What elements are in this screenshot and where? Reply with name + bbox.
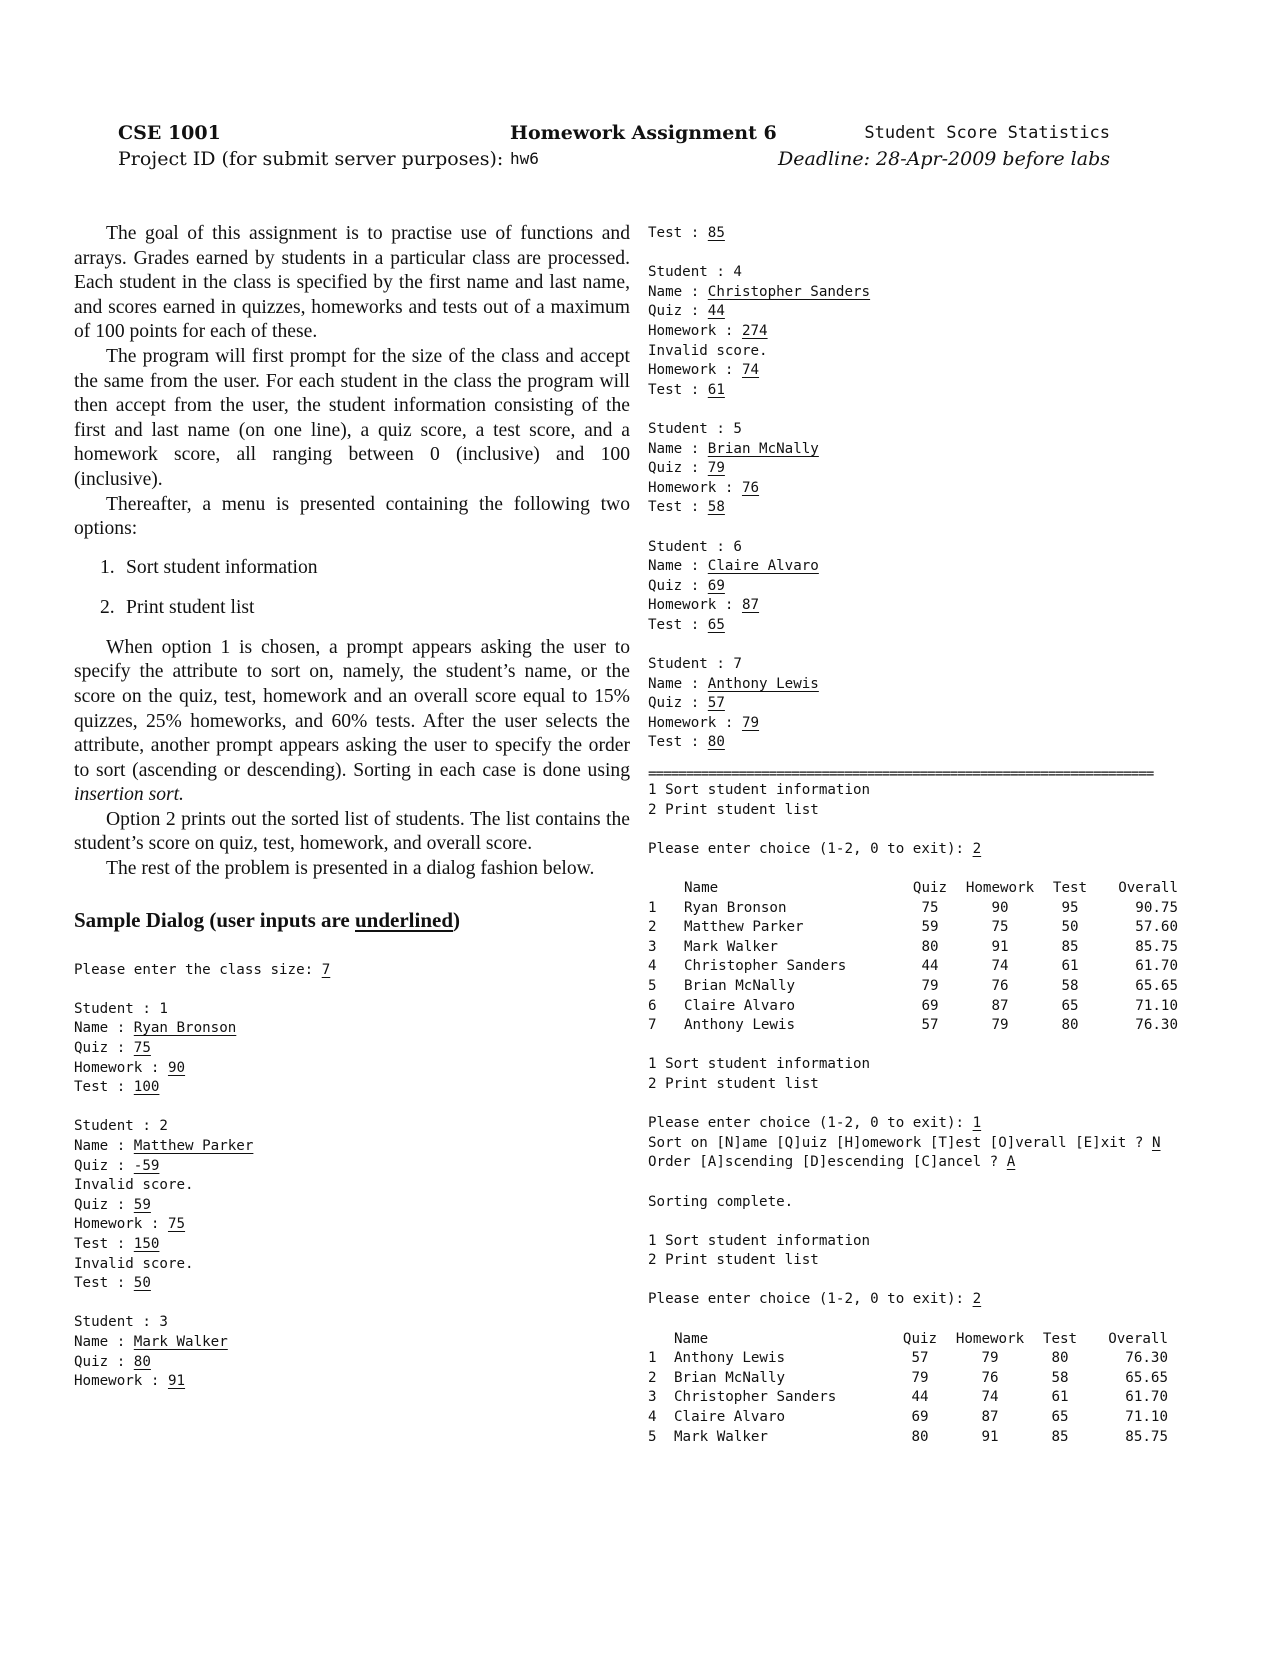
topic-title: Student Score Statistics xyxy=(864,123,1110,143)
right-column xyxy=(648,224,1248,1447)
table-row: 5 Mark Walker 80 91 85 85.75 xyxy=(648,1428,1168,1445)
sample-dialog-heading: Sample Dialog (user inputs are underlined) xyxy=(74,907,461,932)
deadline: Deadline: 28-Apr-2009 before labs xyxy=(778,148,1110,170)
table-row: 4 Christopher Sanders 44 74 61 61.70 xyxy=(648,958,1178,975)
table-row: 3 Mark Walker 80 91 85 85.75 xyxy=(648,938,1178,955)
table-row: 6 Claire Alvaro 69 87 65 71.10 xyxy=(648,997,1178,1014)
dialog-menu-1: 1 Sort student information 2 Print student list Please enter choice (1-2, 0 to exit): 2 xyxy=(648,782,982,857)
table-row: 4 Claire Alvaro 69 87 65 71.10 xyxy=(648,1409,1168,1426)
dialog-left: Please enter the class size: 7 Student : 1 Name : Ryan Bronson Quiz : 75 Homework : 90 Test : 100 Student : 2 Name : Matthew Parker Quiz : -59 Invalid score. Quiz : 59 Homework : 75 Test : 150 Invalid score. Test : 50 Student : 3 Name : Mark Walker Quiz : 80 Homework : 91 xyxy=(74,961,331,1390)
project-label: Project ID (for submit server purposes): xyxy=(118,148,504,170)
intro-paragraph-1: The goal of this assignment is to practise use of functions and arrays. Grades earned by students in a particular class are processed. Each student in the class is specified by the first name and last name, and scores earned in quizzes, homeworks and tests out of a maximum of 100 points for each of these. xyxy=(74,223,630,343)
table-row: 7 Anthony Lewis 57 79 80 76.30 xyxy=(648,1017,1178,1034)
table-row: 5 Brian McNally 79 76 58 65.65 xyxy=(648,977,1178,994)
table-row: 2 Brian McNally 79 76 58 65.65 xyxy=(648,1369,1168,1386)
table-row: 2 Matthew Parker 59 75 50 57.60 xyxy=(648,919,1178,936)
result-table-2 xyxy=(648,1330,1168,1448)
intro-paragraph-5: Option 2 prints out the sorted list of students. The list contains the student’s score on quiz, test, homework, and overall score. xyxy=(74,808,630,855)
header-middle xyxy=(510,120,777,172)
list-item: 2. Print student list xyxy=(100,596,255,618)
intro-paragraph-6: The rest of the problem is presented in a dialog fashion below. xyxy=(106,858,595,880)
project-id: hw6 xyxy=(510,149,539,168)
table-header-row: Name Quiz Homework Test Overall xyxy=(674,1330,1168,1347)
dialog-menu-2: 1 Sort student information 2 Print student list Please enter choice (1-2, 0 to exit): 1 Sort on [N]ame [Q]uiz [H]omework [T]est [O]verall [E]xit ? N Order [A]scending [D]escending [C]ancel ? A Sorting complete. 1 Sort student information 2 Print student list Please enter choice (1-2, 0 to exit): 2 xyxy=(648,1056,1161,1308)
list-item: 1. Sort student information xyxy=(100,556,318,578)
table-header-row: Name Quiz Homework Test Overall xyxy=(684,880,1178,896)
separator-rule: =================================================================== xyxy=(648,767,1154,782)
table-row: 3 Christopher Sanders 44 74 61 61.70 xyxy=(648,1389,1168,1406)
left-column xyxy=(74,222,630,1392)
course-code: CSE 1001 xyxy=(118,122,221,144)
intro-paragraph-3: Thereafter, a menu is presented containing the following two options: xyxy=(74,493,630,540)
table-row: 1 Anthony Lewis 57 79 80 76.30 xyxy=(648,1350,1168,1367)
intro-paragraph-4: When option 1 is chosen, a prompt appears asking the user to specify the attribute to sort on, namely, the student’s name, or the score on the quiz, test, homework and an overall score equal to 15% quizzes, 25% homeworks, and 60% tests. After the user selects the attribute, another prompt appears asking the user to specify the order to sort (ascending or descending). Sorting in each case is done using insertion sort. xyxy=(74,636,630,806)
header-right xyxy=(778,120,1110,172)
intro-paragraph-2: The program will first prompt for the size of the class and accept the same from the user. For each student in the class the program will then accept from the user, the student information consisting of the first and last name (on one line), a quiz score, a test score, and a homework score, all ranging between 0 (inclusive) and 100 (inclusive). xyxy=(74,345,630,490)
menu-option-list xyxy=(74,556,630,620)
dialog-right: Test : 85 Student : 4 Name : Christopher Sanders Quiz : 44 Homework : 274 Invalid score. Homework : 74 Test : 61 Student : 5 Name : Brian McNally Quiz : 79 Homework : 76 Test : 58 Student : 6 Name : Claire Alvaro Quiz : 69 Homework : 87 Test : 65 Student : 7 Name : Anthony Lewis Quiz : 57 Homework : 79 Test : 80 xyxy=(648,225,871,751)
header-left xyxy=(118,120,503,172)
table-row: 1 Ryan Bronson 75 90 95 90.75 xyxy=(648,899,1178,916)
result-table-1 xyxy=(648,879,1178,1036)
assignment-title: Homework Assignment 6 xyxy=(510,122,777,144)
